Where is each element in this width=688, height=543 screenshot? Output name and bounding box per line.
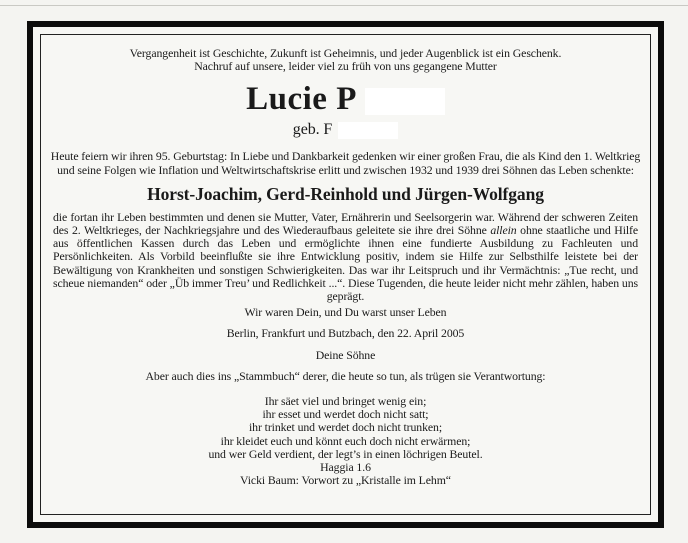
poem-line: ihr kleidet euch und könnt euch doch nicht erwärmen; <box>220 433 471 448</box>
intro-line: Nachruf auf unsere, leider viel zu früh von uns gegangene Mutter <box>194 59 497 74</box>
birth-name <box>43 120 648 140</box>
quote-source: Vicki Baum: Vorwort zu „Kristalle im Lehm“ <box>240 473 451 488</box>
motto: Vergangenheit ist Geschichte, Zukunft ist Geheimnis, und jeder Augenblick ist ein Geschenk. <box>129 46 562 60</box>
name-redaction <box>365 88 445 115</box>
tribute-text-before: die fortan ihr Leben bestimmten und denen sie Mutter, Vater, Ernährerin und Seelsorgerin war. Während der schweren Zeiten des 2. Weltkrieges, der Nachkriegsjahre und des Wiederaufbaus geleitete sie ihre drei Söhne <box>53 209 638 238</box>
closing-line: Wir waren Dein, und Du warst unser Leben <box>244 305 447 320</box>
poem-source: Haggia 1.6 <box>320 460 371 475</box>
deceased-name <box>43 81 648 117</box>
notice-content <box>43 47 648 487</box>
birthday-paragraph: Heute feiern wir ihren 95. Geburtstag: In Liebe und Dankbarkeit gedenken wir einer großen Frau, die als Kind den 1. Weltkrieg und seine Folgen wie Inflation und Weltwirtschaftskrise erlitt und zwischen 1932 und 1939 drei Söhnen das Leben schenkte: <box>50 149 641 177</box>
birth-name-redaction <box>338 122 398 139</box>
signature: Deine Söhne <box>315 347 376 362</box>
tribute-emphasis: allein <box>490 223 517 238</box>
poem <box>43 395 648 487</box>
poem-line: Ihr säet viel und bringet wenig ein; <box>264 394 427 409</box>
place-date: Berlin, Frankfurt und Butzbach, den 22. April 2005 <box>226 326 465 341</box>
poem-line: ihr esset und werdet doch nicht satt; <box>262 407 429 422</box>
poem-line: und wer Geld verdient, der legt’s in einen löchrigen Beutel. <box>208 446 483 461</box>
tribute-paragraph <box>53 211 638 303</box>
poem-line: ihr trinket und werdet doch nicht trunken; <box>248 420 443 435</box>
deceased-name-text: Lucie P <box>246 81 357 118</box>
birth-name-text: geb. F <box>292 121 333 139</box>
tribute-text-after: ohne staatliche und Hilfe aus öffentlichen Kassen durch das Leben und ermöglichte ihnen eine fundierte Ausbildung zu Fachleuten und Persönlichkeiten. Als Vorbild beeinflußte sie ihre Entwicklung positiv, indem sie Hilfe zur Selbsthilfe leistete bei der Bewältigung von Krankheiten und sonstigen Schwierigkeiten. Das war ihr Leitspruch und ihr Vermächtnis: „Tue recht, und scheue niemanden“ oder „Üb immer Treu’ und Redlichkeit ...“. Diese Tugenden, die heute leider nicht mehr zählen, haben uns geprägt. <box>53 223 639 304</box>
stammbuch-line: Aber auch dies ins „Stammbuch“ derer, die heute so tun, als trügen sie Verantwortung: <box>145 368 546 383</box>
scan-edge-line <box>0 5 688 6</box>
obituary-notice-frame <box>27 21 664 528</box>
sons-names: Horst-Joachim, Gerd-Reinhold und Jürgen-Wolfgang <box>147 183 544 204</box>
